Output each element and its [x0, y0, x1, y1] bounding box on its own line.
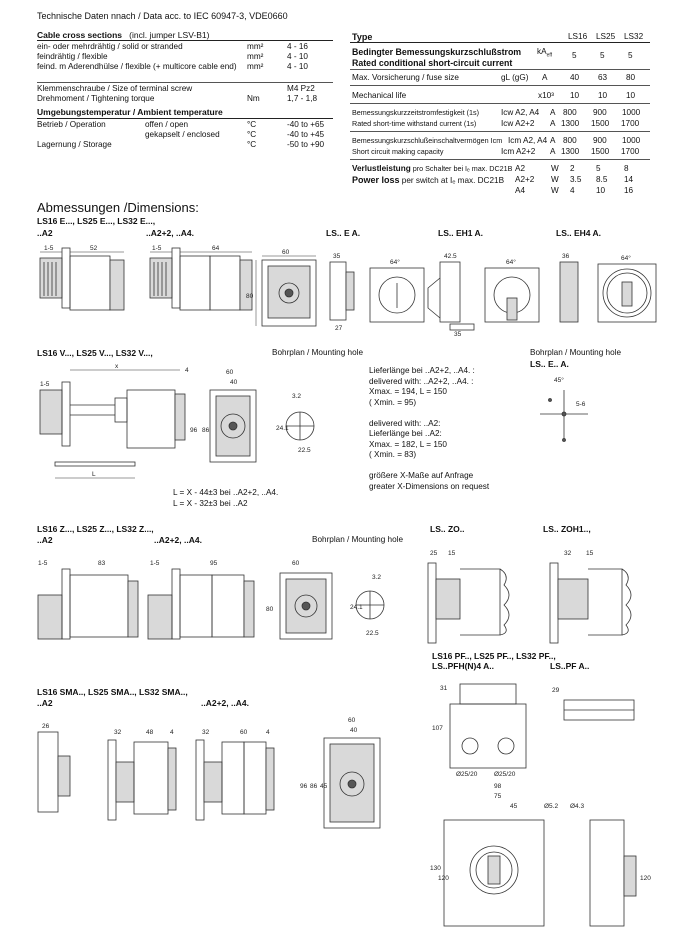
- spec-row: [37, 140, 333, 150]
- zo-view: [428, 550, 509, 643]
- fuse-ls16: 40: [570, 73, 580, 82]
- row-value: 4 - 16: [287, 42, 308, 51]
- svg-text:75: 75: [494, 793, 502, 800]
- icw-unit: A: [550, 108, 556, 117]
- s2-bohr-right: Bohrplan / Mounting hole: [530, 348, 622, 357]
- loss-ls32: 16: [624, 186, 634, 195]
- row-value: M4 Pz2: [287, 84, 315, 93]
- v-front-view: [190, 369, 256, 462]
- rated-sc-ls16: 5: [572, 51, 577, 60]
- cable-title: Cable cross sections: [37, 30, 123, 40]
- mech-ls32: 10: [626, 91, 636, 100]
- svg-text:L: L: [92, 471, 96, 478]
- row-value: 1,7 - 1,8: [287, 94, 318, 103]
- s1-ea: LS.. E A.: [326, 228, 361, 238]
- svg-text:31: 31: [440, 685, 448, 692]
- fuse-unit: A: [542, 73, 548, 82]
- loss-ls16: 3.5: [570, 175, 582, 184]
- svg-text:3.2: 3.2: [292, 393, 302, 400]
- cable-note: (incl. jumper LSV-B1): [129, 30, 210, 40]
- pf-front: [430, 783, 584, 926]
- svg-text:60: 60: [292, 560, 300, 567]
- row-value: -50 to +90: [287, 140, 325, 149]
- row-label: Lagernung / Storage: [37, 140, 112, 149]
- icm-unit: A: [550, 136, 556, 145]
- svg-text:Ø5.2: Ø5.2: [544, 803, 559, 810]
- v-note-line: delivered with: ..A2+2, ..A4. :: [369, 376, 474, 386]
- side-view-a2: [40, 245, 124, 310]
- svg-text:86: 86: [202, 427, 210, 434]
- v-note-line: greater X-Dimensions on request: [369, 481, 490, 491]
- icm-mid1: Icm A2, A4: [508, 136, 548, 145]
- s4-model-line: LS16 SMA.., LS25 SMA.., LS32 SMA..,: [37, 687, 188, 697]
- loss-ls32: 8: [624, 164, 629, 173]
- svg-text:60: 60: [348, 717, 356, 724]
- rated-sc-de: Bedingter Bemessungskurzschlußstrom: [352, 47, 522, 57]
- loss-en: per switch at Iₑ max. DC21B: [399, 176, 505, 185]
- row-unit: mm²: [247, 62, 264, 71]
- svg-text:64°: 64°: [621, 255, 631, 262]
- svg-text:48: 48: [146, 729, 154, 736]
- dimensions-title: Abmessungen /Dimensions:: [37, 200, 199, 215]
- v-note-line: Xmax. = 182, L = 150: [369, 439, 447, 449]
- svg-text:1-5: 1-5: [38, 560, 48, 567]
- icm-de: Bemessungskurzschlußeinschaltvermögen Icm: [352, 136, 503, 145]
- section4-drawings: [30, 712, 400, 832]
- pf-side-2: [590, 820, 651, 926]
- loss-ls16: 2: [570, 164, 575, 173]
- icw-en: Rated short-time withstand current (1s): [352, 119, 477, 128]
- svg-text:22.5: 22.5: [298, 447, 311, 454]
- fuse-ls32: 80: [626, 73, 636, 82]
- svg-text:29: 29: [552, 687, 560, 694]
- row-value: 4 - 10: [287, 62, 308, 71]
- loss-unit: W: [551, 164, 559, 173]
- svg-text:4: 4: [266, 729, 270, 736]
- icm-mid2: Icm A2+2: [501, 147, 536, 156]
- svg-text:60: 60: [226, 369, 234, 376]
- svg-text:80: 80: [266, 606, 274, 613]
- s1-a2: ..A2: [37, 228, 53, 238]
- svg-text:15: 15: [586, 550, 594, 557]
- svg-text:Ø4.3: Ø4.3: [570, 803, 585, 810]
- svg-text:45: 45: [320, 783, 328, 790]
- spec-row: [37, 62, 333, 72]
- v-note-line: ( Xmin. = 95): [369, 397, 417, 407]
- s2-lsea: LS.. E.. A.: [530, 359, 569, 369]
- svg-text:1-5: 1-5: [40, 381, 50, 388]
- icm-v1-ls25: 900: [593, 136, 607, 145]
- loss-unit: W: [551, 186, 559, 195]
- row-label: Betrieb / Operation: [37, 120, 106, 129]
- loss-ls25: 5: [596, 164, 601, 173]
- icw-de: Bemessungskurzzeitstromfestigkeit (1s): [352, 108, 480, 117]
- s3-model-line: LS16 Z..., LS25 Z..., LS32 Z...,: [37, 524, 154, 534]
- svg-text:60: 60: [282, 249, 290, 256]
- sma-side-3: [196, 729, 274, 820]
- fuse-class: gL (gG): [501, 73, 529, 82]
- svg-text:95: 95: [210, 560, 218, 567]
- loss-de: pro Schalter bei Iₑ max. DC21B: [410, 164, 513, 173]
- loss-ls25: 10: [596, 186, 606, 195]
- svg-text:5-6: 5-6: [576, 401, 586, 408]
- spec-row: [37, 130, 333, 140]
- svg-text:64°: 64°: [506, 259, 516, 266]
- icw-v1-ls25: 900: [593, 108, 607, 117]
- row-value: 4 - 10: [287, 52, 308, 61]
- right-spec-table: [350, 30, 650, 200]
- svg-text:45: 45: [510, 803, 518, 810]
- icm-v2-ls16: 1300: [561, 147, 580, 156]
- svg-text:x: x: [115, 363, 119, 370]
- svg-text:Ø25/20: Ø25/20: [456, 771, 478, 778]
- loss-mid: A2: [515, 164, 526, 173]
- svg-text:96: 96: [300, 783, 308, 790]
- view-eh4: [560, 253, 656, 322]
- svg-text:15: 15: [448, 550, 456, 557]
- svg-text:40: 40: [230, 379, 238, 386]
- v-note-line: größere X-Maße auf Anfrage: [369, 471, 474, 480]
- icw-unit-2: A: [550, 119, 556, 128]
- spec-row: [37, 84, 333, 94]
- s2-bohr: Bohrplan / Mounting hole: [272, 348, 364, 357]
- icw-mid2: Icw A2+2: [501, 119, 535, 128]
- icw-v2-ls16: 1300: [561, 119, 580, 128]
- svg-text:27: 27: [335, 325, 343, 332]
- row-unit: °C: [247, 140, 257, 149]
- icw-v2-ls25: 1500: [591, 119, 610, 128]
- svg-text:130: 130: [430, 865, 441, 872]
- col-ls16: LS16: [568, 32, 588, 41]
- v-note-line: ( Xmin. = 83): [369, 450, 417, 459]
- icw-v2-ls32: 1700: [621, 119, 640, 128]
- z-mounting-hole: [350, 574, 384, 637]
- s5-line3: LS..PF A..: [550, 661, 590, 671]
- mech-ls25: 10: [598, 91, 608, 100]
- s1-eh1: LS.. EH1 A.: [438, 228, 484, 238]
- svg-text:26: 26: [42, 723, 50, 730]
- svg-text:120: 120: [640, 875, 651, 882]
- rated-sc-unit: $kA_{eff}$: [537, 47, 553, 59]
- spec-row: [37, 94, 333, 104]
- row-label: Klemmenschraube / Size of terminal screw: [37, 84, 193, 93]
- sma-front: [300, 717, 380, 828]
- svg-text:1-5: 1-5: [44, 245, 54, 252]
- svg-text:35: 35: [333, 253, 341, 260]
- type-header: Type: [352, 32, 373, 42]
- loss-ls25: 8.5: [596, 175, 608, 184]
- pf-side: [432, 684, 526, 778]
- s2-model-line: LS16 V..., LS25 V..., LS32 V...,: [37, 348, 153, 358]
- icw-v1-ls32: 1000: [622, 108, 641, 117]
- s5-line1: LS16 PF.., LS25 PF.., LS32 PF..,: [432, 651, 556, 661]
- s4-a22: ..A2+2, ..A4.: [201, 698, 249, 708]
- svg-text:98: 98: [494, 783, 502, 790]
- v-formula-1: L = X - 44±3 bei ..A2+2, ..A4.: [173, 488, 279, 497]
- icw-v1-ls16: 800: [563, 108, 577, 117]
- loss-unit: W: [551, 175, 559, 184]
- icw-mid1: Icw A2, A4: [501, 108, 540, 117]
- svg-text:45°: 45°: [554, 377, 564, 384]
- mech-label: Mechanical life: [352, 91, 407, 100]
- spec-row: [37, 52, 333, 62]
- row-value: -40 to +65: [287, 120, 325, 129]
- icm-v1-ls32: 1000: [622, 136, 641, 145]
- svg-text:32: 32: [202, 729, 210, 736]
- row-value: -40 to +45: [287, 130, 325, 139]
- loss-ls16: 4: [570, 186, 575, 195]
- s3-zo: LS.. ZO..: [430, 524, 465, 534]
- spec-row: [37, 120, 333, 130]
- svg-text:3.2: 3.2: [372, 574, 382, 581]
- v-side-view: [40, 363, 189, 478]
- svg-text:60: 60: [240, 729, 248, 736]
- section3-drawings: [30, 550, 670, 655]
- svg-text:52: 52: [90, 245, 98, 252]
- rated-sc-ls25: 5: [600, 51, 605, 60]
- svg-text:32: 32: [114, 729, 122, 736]
- fuse-label: Max. Vorsicherung / fuse size: [352, 73, 459, 82]
- v-note-line: Lieferlänge bei ..A2:: [369, 429, 442, 438]
- left-spec-table: [37, 30, 333, 165]
- svg-text:83: 83: [98, 560, 106, 567]
- section1-drawings: [30, 238, 670, 338]
- svg-text:40: 40: [350, 727, 358, 734]
- icm-v1-ls16: 800: [563, 136, 577, 145]
- view-eh1: [428, 253, 539, 338]
- page-title: Technische Daten nnach / Data acc. to IEC 60947-3, VDE0660: [37, 11, 288, 21]
- front-view: [246, 249, 316, 326]
- row-unit: °C: [247, 130, 257, 139]
- row-sub: gekapselt / enclosed: [145, 130, 220, 139]
- v-note-line: Xmax. = 194, L = 150: [369, 387, 447, 396]
- s1-model-line: LS16 E..., LS25 E..., LS32 E...,: [37, 216, 156, 226]
- svg-text:Ø25/20: Ø25/20: [494, 771, 516, 778]
- z-front: [266, 560, 332, 639]
- row-label: feindrähtig / flexible: [37, 52, 108, 61]
- svg-text:35: 35: [454, 331, 462, 338]
- svg-text:22.5: 22.5: [366, 630, 379, 637]
- svg-text:64: 64: [212, 245, 220, 252]
- svg-text:80: 80: [246, 293, 254, 300]
- fuse-ls25: 63: [598, 73, 608, 82]
- svg-text:25: 25: [430, 550, 438, 557]
- row-label: Drehmoment / Tightening torque: [37, 94, 155, 103]
- loss-ls32: 14: [624, 175, 634, 184]
- s5-line2: LS..PFH(N)4 A..: [432, 661, 495, 671]
- ambient-title: Umgebungstemperatur / Ambient temperature: [37, 107, 223, 117]
- svg-text:96: 96: [190, 427, 198, 434]
- row-unit: mm²: [247, 42, 264, 51]
- loss-en-bold: Power loss: [352, 175, 400, 185]
- col-ls25: LS25: [596, 32, 616, 41]
- s4-a2: ..A2: [37, 698, 53, 708]
- svg-text:42.5: 42.5: [444, 253, 457, 260]
- loss-de-bold: Verlustleistung: [352, 164, 411, 173]
- z-side-a2: [38, 560, 138, 639]
- view-ea: [330, 253, 424, 332]
- row-unit: °C: [247, 120, 257, 129]
- row-sub: offen / open: [145, 120, 189, 129]
- icm-v2-ls32: 1700: [621, 147, 640, 156]
- svg-text:1-5: 1-5: [150, 560, 160, 567]
- s3-a2: ..A2: [37, 535, 53, 545]
- v-note-line: Lieferlänge bei ..A2+2, ..A4. :: [369, 366, 475, 375]
- svg-text:86: 86: [310, 783, 318, 790]
- rated-sc-ls32: 5: [628, 51, 633, 60]
- v-mounting-hole: [276, 393, 314, 454]
- svg-text:4: 4: [170, 729, 174, 736]
- svg-text:4: 4: [185, 367, 189, 374]
- svg-text:107: 107: [432, 725, 443, 732]
- s1-a22: ..A2+2, ..A4.: [146, 228, 194, 238]
- loss-mid: A2+2: [515, 175, 535, 184]
- svg-text:64°: 64°: [390, 259, 400, 266]
- row-label: ein- oder mehrdrähtig / solid or stranded: [37, 42, 183, 51]
- icm-unit-2: A: [550, 147, 556, 156]
- s3-zoh: LS.. ZOH1..,: [543, 524, 591, 534]
- rated-sc-en: Rated conditional short-circuit current: [352, 58, 513, 68]
- row-unit: mm²: [247, 52, 264, 61]
- row-label: feind. m Aderendhülse / flexible (+ multicore cable end): [37, 62, 237, 71]
- mech-ls16: 10: [570, 91, 580, 100]
- svg-text:32: 32: [564, 550, 572, 557]
- svg-text:1-5: 1-5: [152, 245, 162, 252]
- icm-en: Short circuit making capacity: [352, 147, 444, 156]
- row-unit: Nm: [247, 94, 260, 103]
- svg-text:36: 36: [562, 253, 570, 260]
- mech-unit: x10³: [538, 91, 554, 100]
- svg-text:24.1: 24.1: [276, 425, 289, 432]
- loss-mid: A4: [515, 186, 526, 195]
- sma-side-1: [38, 723, 70, 812]
- zoh-view: [550, 550, 631, 643]
- icm-v2-ls25: 1500: [591, 147, 610, 156]
- v-formula-2: L = X - 32±3 bei ..A2: [173, 499, 248, 508]
- s3-a22: ..A2+2, ..A4.: [154, 535, 202, 545]
- svg-text:24.1: 24.1: [350, 604, 363, 611]
- sma-side-2: [108, 729, 176, 820]
- svg-text:120: 120: [438, 875, 449, 882]
- ea-mounting-hole: [540, 370, 640, 450]
- section5-drawings: [420, 670, 670, 930]
- col-ls32: LS32: [624, 32, 644, 41]
- spec-row: [37, 42, 333, 52]
- pf-profile: [552, 687, 634, 720]
- s3-bohr: Bohrplan / Mounting hole: [312, 535, 404, 544]
- side-view-a22: [150, 245, 252, 310]
- z-side-a22: [148, 560, 254, 639]
- v-note-line: delivered with: ..A2:: [369, 418, 441, 428]
- s1-eh4: LS.. EH4 A.: [556, 228, 602, 238]
